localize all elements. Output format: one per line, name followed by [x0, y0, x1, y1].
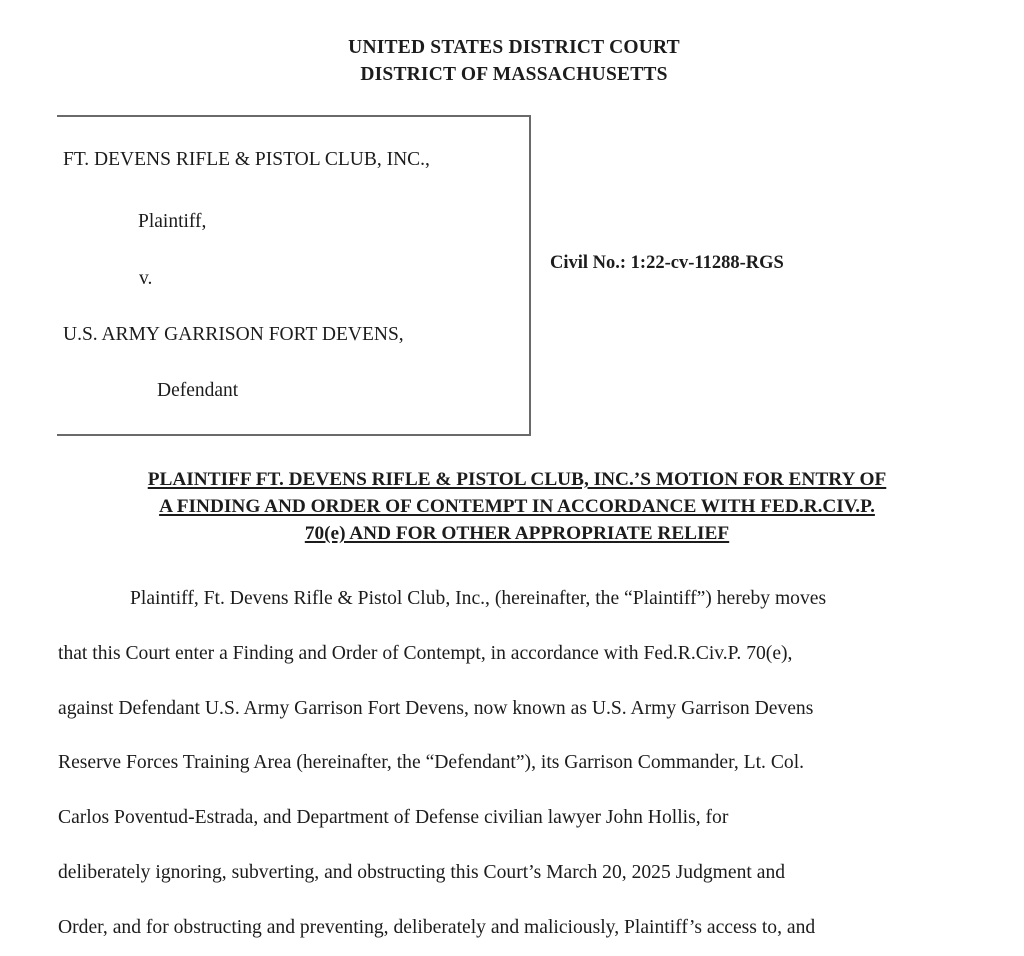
body-line: that this Court enter a Finding and Order of Contempt, in accordance with Fed.R.Civ.P. 70(e), — [58, 642, 793, 664]
civil-case-number: Civil No.: 1:22-cv-11288-RGS — [550, 253, 784, 273]
defendant-role: Defendant — [157, 380, 239, 401]
court-name: UNITED STATES DISTRICT COURT — [348, 37, 680, 58]
motion-title-line: 70(e) AND FOR OTHER APPROPRIATE RELIEF — [304, 523, 730, 544]
motion-title-line: A FINDING AND ORDER OF CONTEMPT IN ACCORDANCE WITH FED.R.CIV.P. — [159, 496, 875, 517]
motion-title — [40, 466, 994, 547]
versus-label: v. — [139, 268, 153, 289]
plaintiff-name: FT. DEVENS RIFLE & PISTOL CLUB, INC., — [63, 149, 430, 170]
defendant-name: U.S. ARMY GARRISON FORT DEVENS, — [63, 324, 404, 345]
plaintiff-role: Plaintiff, — [138, 211, 207, 232]
motion-body — [58, 572, 968, 956]
body-line: Reserve Forces Training Area (hereinafter, the “Defendant”), its Garrison Commander, Lt. Col. — [58, 752, 805, 774]
motion-title-line: PLAINTIFF FT. DEVENS RIFLE & PISTOL CLUB, INC.’S MOTION FOR ENTRY OF — [147, 469, 887, 490]
court-header — [0, 34, 1024, 88]
court-district: DISTRICT OF MASSACHUSETTS — [360, 64, 668, 85]
body-line: deliberately ignoring, subverting, and obstructing this Court’s March 20, 2025 Judgment and — [58, 861, 786, 883]
body-line: Carlos Poventud-Estrada, and Department of Defense civilian lawyer John Hollis, for — [58, 807, 729, 829]
body-line: Order, and for obstructing and preventing, deliberately and maliciously, Plaintiff’s access to, and — [58, 916, 816, 938]
body-line: against Defendant U.S. Army Garrison Fort Devens, now known as U.S. Army Garrison Devens — [58, 697, 814, 719]
body-line: Plaintiff, Ft. Devens Rifle & Pistol Club, Inc., (hereinafter, the “Plaintiff”) hereby moves — [130, 588, 827, 609]
